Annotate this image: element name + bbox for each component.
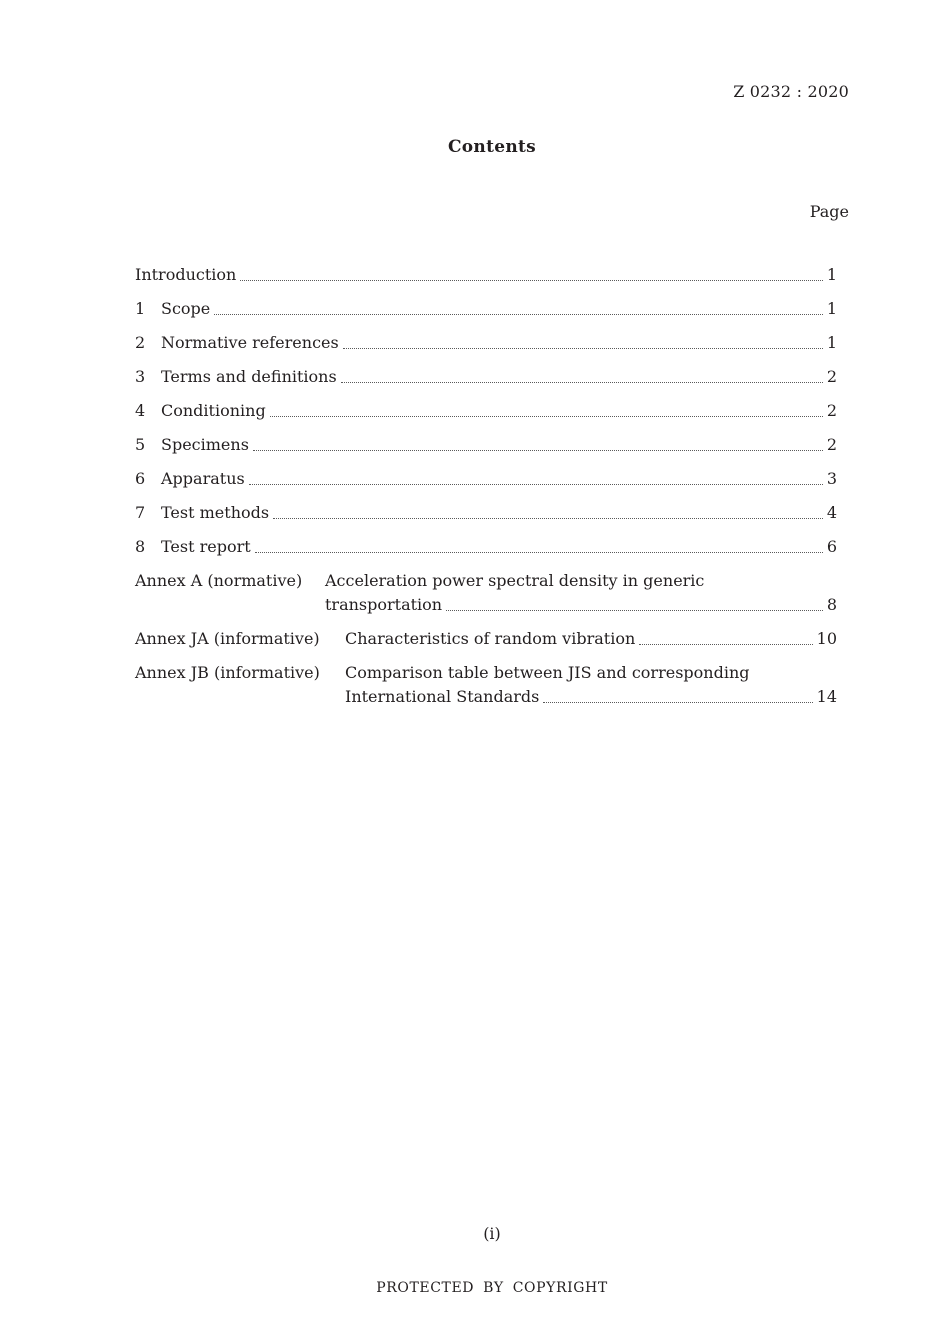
toc-entry-number: 6 <box>135 469 146 488</box>
annex-title <box>345 661 837 709</box>
annex-title-last-line <box>345 627 837 651</box>
toc-entry-annex-a[interactable] <box>135 569 837 617</box>
toc-entry-number: 8 <box>135 537 146 556</box>
toc-entry-normative-references[interactable] <box>135 331 837 355</box>
toc-entry-number: 1 <box>135 299 146 318</box>
toc-entry-number: 4 <box>135 401 146 420</box>
toc-entry-page: 1 <box>826 299 837 318</box>
dot-leader <box>249 484 823 485</box>
toc-entry-page: 1 <box>826 265 837 284</box>
copyright-notice: PROTECTED BY COPYRIGHT <box>376 1280 608 1296</box>
page-title: Contents <box>447 137 537 157</box>
toc-entry-page: 4 <box>826 503 837 522</box>
dot-leader <box>273 518 823 519</box>
annex-title-line: International Standards <box>345 687 540 706</box>
toc-entry-page: 8 <box>826 595 837 614</box>
table-of-contents <box>135 263 837 719</box>
annex-label: Annex A (normative) <box>135 571 303 590</box>
dot-leader <box>343 348 823 349</box>
annex-label: Annex JA (informative) <box>135 629 320 648</box>
toc-entry-page: 3 <box>826 469 837 488</box>
toc-entry-label: Specimens <box>161 435 249 454</box>
page-column-heading: Page <box>809 202 849 221</box>
dot-leader <box>446 610 823 611</box>
toc-entry-test-report[interactable] <box>135 535 837 559</box>
toc-entry-number: 2 <box>135 333 146 352</box>
toc-entry-number: 7 <box>135 503 146 522</box>
toc-entry-label: Test methods <box>161 503 270 522</box>
annex-title-line: transportation <box>325 595 443 614</box>
dot-leader <box>240 280 822 281</box>
toc-entry-number: 5 <box>135 435 146 454</box>
toc-entry-label: Conditioning <box>161 401 266 420</box>
toc-entry-label: Scope <box>161 299 211 318</box>
toc-entry-conditioning[interactable] <box>135 399 837 423</box>
annex-title-line: Comparison table between JIS and corresponding <box>345 663 750 682</box>
dot-leader <box>270 416 823 417</box>
toc-entry-page: 2 <box>826 401 837 420</box>
annex-title <box>345 627 837 651</box>
toc-entry-page: 1 <box>826 333 837 352</box>
dot-leader <box>253 450 823 451</box>
annex-title-line: Characteristics of random vibration <box>345 629 636 648</box>
annex-title <box>325 569 837 617</box>
toc-entry-page: 2 <box>826 367 837 386</box>
toc-entry-terms-and-definitions[interactable] <box>135 365 837 389</box>
toc-entry-label: Introduction <box>135 265 237 284</box>
annex-label: Annex JB (informative) <box>135 663 320 682</box>
toc-entry-test-methods[interactable] <box>135 501 837 525</box>
toc-entry-page: 10 <box>816 629 837 648</box>
dot-leader <box>543 702 812 703</box>
toc-entry-introduction[interactable] <box>135 263 837 287</box>
page-folio: (i) <box>483 1224 501 1243</box>
toc-entry-page: 6 <box>826 537 837 556</box>
toc-entry-annex-jb[interactable] <box>135 661 837 709</box>
toc-entry-scope[interactable] <box>135 297 837 321</box>
document-code: Z 0232 : 2020 <box>733 82 849 101</box>
annex-title-last-line <box>325 593 837 617</box>
dot-leader <box>214 314 823 315</box>
dot-leader <box>639 644 812 645</box>
dot-leader <box>255 552 823 553</box>
toc-entry-page: 2 <box>826 435 837 454</box>
annex-title-last-line <box>345 685 837 709</box>
annex-title-line: Acceleration power spectral density in generic <box>325 571 705 590</box>
toc-entry-label: Terms and definitions <box>161 367 337 386</box>
toc-entry-label: Apparatus <box>161 469 245 488</box>
toc-entry-apparatus[interactable] <box>135 467 837 491</box>
toc-entry-page: 14 <box>816 687 837 706</box>
dot-leader <box>341 382 823 383</box>
toc-entry-label: Normative references <box>161 333 339 352</box>
toc-entry-label: Test report <box>161 537 251 556</box>
toc-entry-specimens[interactable] <box>135 433 837 457</box>
toc-entry-annex-ja[interactable] <box>135 627 837 651</box>
toc-entry-number: 3 <box>135 367 146 386</box>
